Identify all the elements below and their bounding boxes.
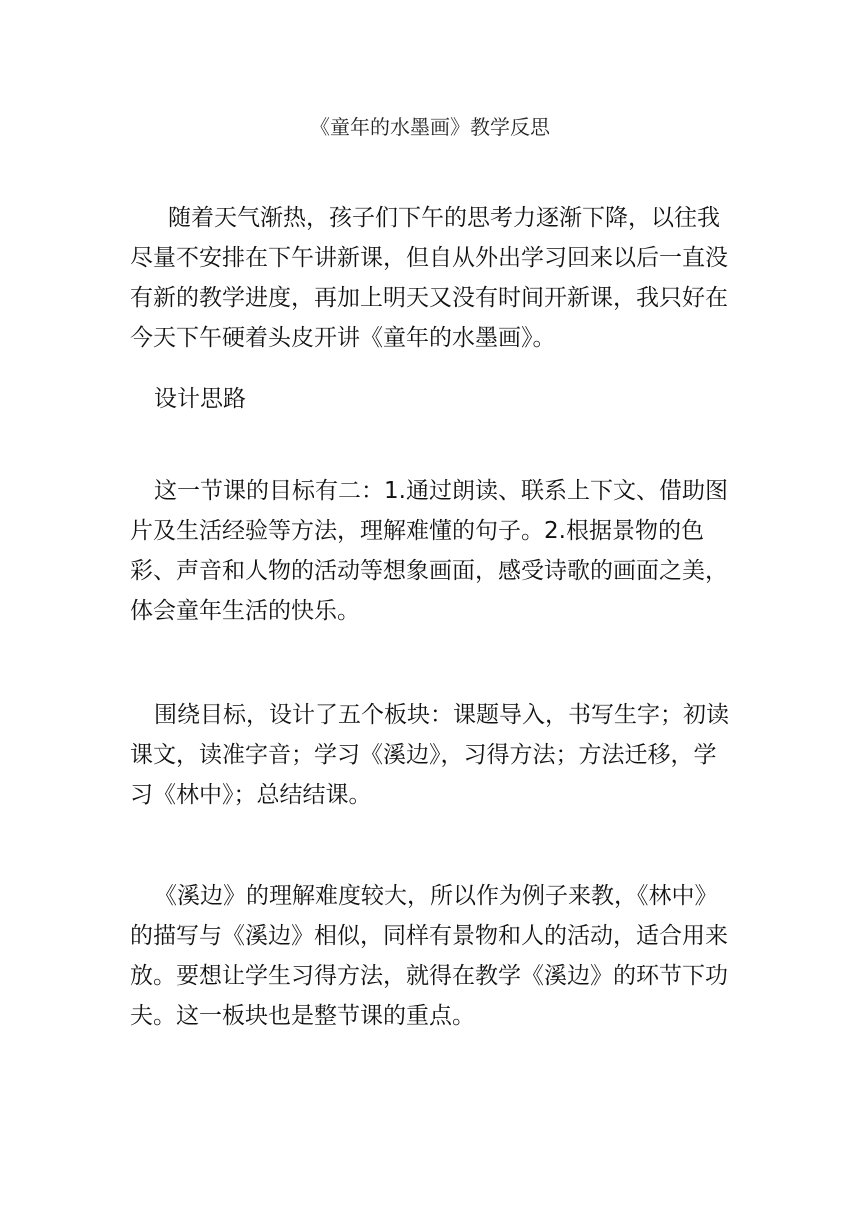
paragraph-blocks <box>130 695 734 815</box>
paragraph-focus-text: 《溪边》的理解难度较大，所以作为例子来教，《林中》的描写与《溪边》相似，同样有景物和人的活动，适合用来放。要想让学生习得方法，就得在教学《溪边》的环节下功夫。这一板块也是整节课的重点。 <box>130 883 728 1029</box>
paragraph-focus <box>130 876 734 1036</box>
paragraph-blocks-text: 围绕目标，设计了五个板块：课题导入，书写生字；初读课文，读准字音；学习《溪边》，习得方法；方法迁移，学习《林中》；总结结课。 <box>130 702 729 808</box>
paragraph-intro <box>130 198 734 358</box>
paragraph-intro-text: 随着天气渐热，孩子们下午的思考力逐渐下降，以往我尽量不安排在下午讲新课，但自从外出学习回来以后一直没有新的教学进度，再加上明天又没有时间开新课，我只好在今天下午硬着头皮开讲《童年的水墨画》。 <box>130 205 728 351</box>
paragraph-goals <box>130 471 734 631</box>
paragraph-goals-text: 这一节课的目标有二：1.通过朗读、联系上下文、借助图片及生活经验等方法，理解难懂的句子。2.根据景物的色彩、声音和人物的活动等想象画面，感受诗歌的画面之美，体会童年生活的快乐。 <box>130 478 728 624</box>
section-heading-design: 设计思路 <box>154 386 246 412</box>
document-title: 《童年的水墨画》教学反思 <box>310 115 550 139</box>
